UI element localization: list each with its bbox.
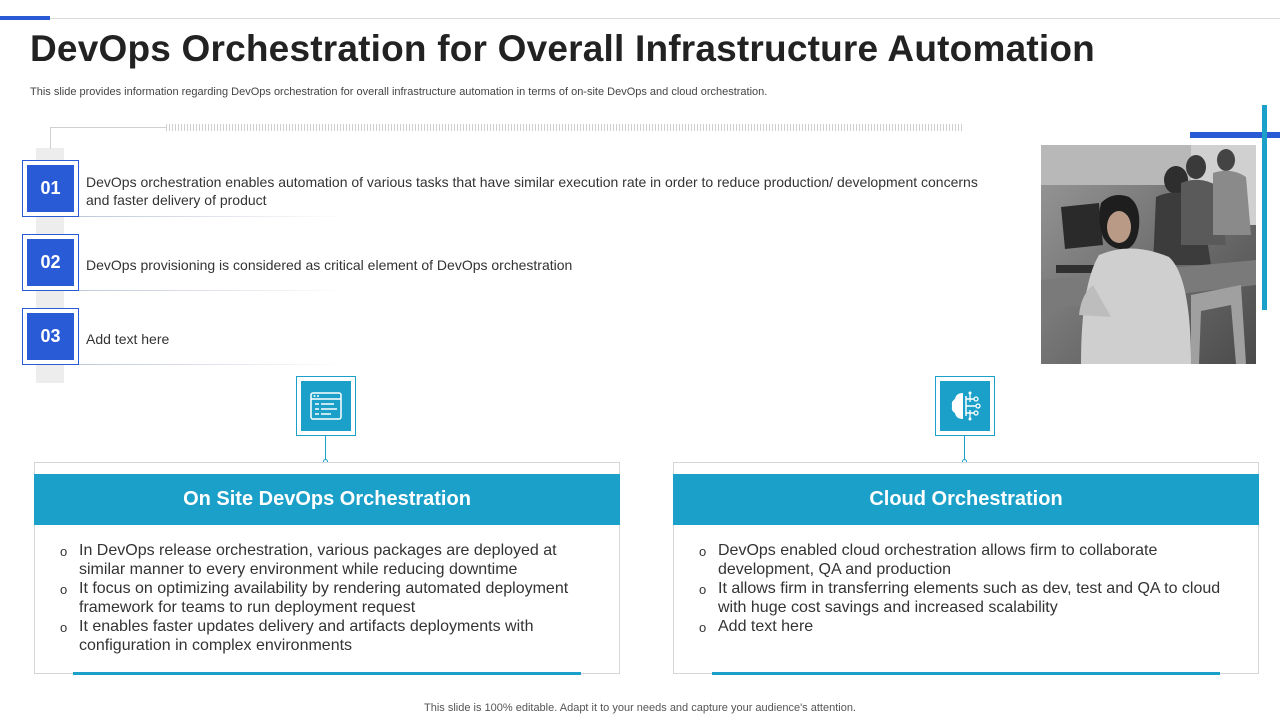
card-bullet: o DevOps enabled cloud orchestration allows firm to collaborate development, QA and production xyxy=(699,541,1229,579)
point-underline xyxy=(79,290,349,291)
point-underline xyxy=(79,216,349,217)
card-bullet: o Add text here xyxy=(699,617,1229,636)
card-bullet: o In DevOps release orchestration, various packages are deployed at similar manner to every environment while reducing downtime xyxy=(60,541,590,579)
top-accent-bar xyxy=(0,16,50,20)
card-heading: On Site DevOps Orchestration xyxy=(34,474,620,525)
card-bullet: o It enables faster updates delivery and artifacts deployments with configuration in complex environments xyxy=(60,617,590,655)
card-accent-line xyxy=(712,672,1220,675)
point-number-box-3 xyxy=(22,308,79,365)
point-text-1: DevOps orchestration enables automation of various tasks that have similar execution rate in order to reduce production/ development concerns and faster delivery of product xyxy=(86,174,978,208)
on-site-devops-card xyxy=(34,462,620,674)
decorative-bar xyxy=(1262,105,1267,310)
people-working-photo xyxy=(1041,145,1256,364)
point-number: 01 xyxy=(27,165,74,212)
card-bullets xyxy=(60,541,590,655)
point-text-2: DevOps provisioning is considered as critical element of DevOps orchestration xyxy=(86,257,573,273)
slide-footer: This slide is 100% editable. Adapt it to your needs and capture your audience's attention. xyxy=(424,702,856,714)
point-underline xyxy=(79,364,349,365)
bracket-line xyxy=(50,127,51,149)
digital-brain-icon-box xyxy=(935,376,995,436)
point-number: 02 xyxy=(27,239,74,286)
cloud-orchestration-card xyxy=(673,462,1259,674)
card-bullet: o It allows firm in transferring elements such as dev, test and QA to cloud with huge cost savings and increased scalability xyxy=(699,579,1229,617)
top-divider xyxy=(0,18,1280,19)
card-accent-line xyxy=(73,672,581,675)
card-heading: Cloud Orchestration xyxy=(673,474,1259,525)
card-bullets xyxy=(699,541,1229,636)
dashed-divider xyxy=(166,124,964,131)
point-number: 03 xyxy=(27,313,74,360)
point-text-3: Add text here xyxy=(86,331,170,347)
point-number-box-2 xyxy=(22,234,79,291)
point-number-box-1 xyxy=(22,160,79,217)
browser-window-icon xyxy=(301,381,351,431)
slide-title: DevOps Orchestration for Overall Infrastructure Automation xyxy=(30,28,1095,69)
card-bullet: o It focus on optimizing availability by rendering automated deployment framework for teams to run deployment request xyxy=(60,579,590,617)
bracket-line xyxy=(50,127,166,128)
slide-subtitle: This slide provides information regarding DevOps orchestration for overall infrastructure automation in terms of on-site DevOps and cloud orchestration. xyxy=(30,86,768,98)
browser-window-icon-box xyxy=(296,376,356,436)
digital-brain-icon xyxy=(940,381,990,431)
